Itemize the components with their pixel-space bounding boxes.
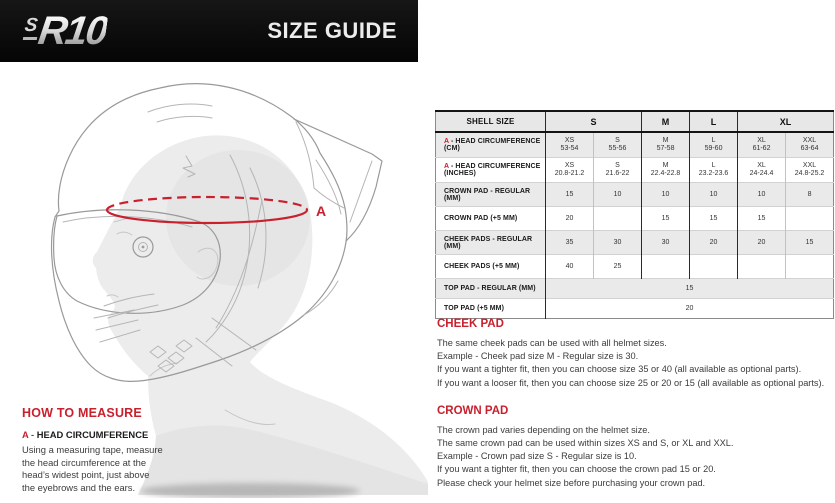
- text-line: Using a measuring tape, measure: [22, 444, 163, 455]
- table-cell: 20: [690, 231, 738, 255]
- row-label: CROWN PAD - REGULAR (MM): [436, 183, 546, 207]
- header-group-s: S: [546, 111, 642, 132]
- table-row-top-regular: [436, 279, 834, 299]
- spoiler-inner-line: [350, 161, 372, 222]
- text-line: If you want a looser fit, then you can choose size 25 or 20 or 15 (all available as optional parts).: [437, 377, 825, 388]
- text-line: the head circumference at the: [22, 456, 147, 468]
- size-table: [435, 110, 834, 319]
- table-cell: 10: [738, 183, 786, 207]
- table-cell: 10: [690, 183, 738, 207]
- table-cell: 20: [546, 207, 594, 231]
- text-line: The same cheek pads can be used with all helmet sizes.: [437, 338, 667, 348]
- table-cell: XXL 63-64: [786, 132, 834, 158]
- table-row-circumference-cm: [436, 132, 834, 158]
- header-shell-size: SHELL SIZE: [436, 111, 546, 132]
- table-cell: 35: [546, 231, 594, 255]
- table-cell: L 59-60: [690, 132, 738, 158]
- top-vent-line-2: [157, 116, 212, 122]
- table-cell: XS 20.8-21.2: [546, 158, 594, 183]
- table-cell: XXL 24.8-25.2: [786, 158, 834, 183]
- table-cell-span: 20: [546, 299, 834, 319]
- text-line: the eyebrows and the ears.: [22, 481, 136, 493]
- logo-s-glyph: S: [23, 16, 40, 40]
- sr10-logo: [21, 8, 110, 53]
- table-cell: [642, 255, 690, 279]
- table-row-cheek-regular: [436, 231, 834, 255]
- cheek-pad-section: [437, 318, 835, 390]
- table-row-circumference-inches: [436, 158, 834, 183]
- text-line: Example - Crown pad size S - Regular size is 10.: [437, 451, 637, 462]
- logo-r10-glyph: R10: [35, 8, 110, 53]
- table-cell: XL 24-24.4: [738, 158, 786, 183]
- table-cell-span: 15: [546, 279, 834, 299]
- table-cell: [690, 255, 738, 279]
- top-vent-line-1: [148, 104, 212, 112]
- visor-pivot-dot: [142, 246, 145, 249]
- table-cell: 15: [786, 231, 834, 255]
- table-row-crown-plus5: [436, 207, 834, 231]
- row-label: TOP PAD - REGULAR (MM): [436, 279, 546, 299]
- table-cell: S 21.6-22: [594, 158, 642, 183]
- table-cell: 10: [642, 183, 690, 207]
- table-row-top-plus5: [436, 299, 834, 319]
- text-line: If you want a tighter fit, then you can choose the crown pad 15 or 20.: [437, 464, 716, 475]
- header-group-xl: XL: [738, 111, 834, 132]
- row-label: CHEEK PADS (+5 MM): [436, 255, 546, 279]
- row-label: A - HEAD CIRCUMFERENCE (CM): [444, 138, 541, 152]
- table-cell: 25: [594, 255, 642, 279]
- table-cell: L 23.2-23.6: [690, 158, 738, 183]
- table-cell: 8: [786, 183, 834, 207]
- row-label: CROWN PAD (+5 MM): [436, 207, 546, 231]
- crown-pad-heading: CROWN PAD: [437, 404, 509, 417]
- row-label: CHEEK PADS - REGULAR (MM): [436, 231, 546, 255]
- table-cell: 15: [546, 183, 594, 207]
- row-label: A - HEAD CIRCUMFERENCE (INCHES): [436, 158, 546, 183]
- text-line: head’s widest point, just above: [22, 469, 150, 481]
- table-cell: S 55-56: [594, 132, 642, 158]
- table-cell: XL 61-62: [738, 132, 786, 158]
- size-table-container: [435, 110, 834, 319]
- table-cell: 20: [738, 231, 786, 255]
- row-label: TOP PAD (+5 MM): [436, 299, 546, 319]
- header-bar: [0, 0, 418, 62]
- pad-notes: [437, 318, 835, 490]
- page-title: SIZE GUIDE: [267, 18, 397, 43]
- measure-point-key: A -: [22, 429, 35, 440]
- table-cell: 15: [642, 207, 690, 231]
- table-cell: [594, 207, 642, 231]
- crown-pad-section: [437, 405, 835, 490]
- table-cell: 15: [690, 207, 738, 231]
- how-to-measure-heading: HOW TO MEASURE: [22, 406, 142, 420]
- table-row-crown-regular: [436, 183, 834, 207]
- table-cell: M 22.4-22.8: [642, 158, 690, 183]
- text-line: Please check your helmet size before purchasing your crown pad.: [437, 477, 706, 488]
- table-cell: 10: [594, 183, 642, 207]
- table-cell: [786, 255, 834, 279]
- table-cell: 15: [738, 207, 786, 231]
- text-line: The same crown pad can be used within sizes XS and S, or XL and XXL.: [437, 438, 734, 449]
- table-cell: 30: [642, 231, 690, 255]
- table-cell: 40: [546, 255, 594, 279]
- measurement-label-a: A: [316, 203, 327, 219]
- header-group-l: L: [690, 111, 738, 132]
- text-line: Example - Cheek pad size M - Regular size is 30.: [437, 351, 639, 362]
- text-line: The crown pad varies depending on the helmet size.: [437, 424, 650, 435]
- measure-point-name: HEAD CIRCUMFERENCE: [36, 429, 149, 440]
- table-cell: XS 53-54: [546, 132, 594, 158]
- table-cell: [786, 207, 834, 231]
- table-cell: M 57-58: [642, 132, 690, 158]
- how-to-measure-section: [22, 406, 212, 494]
- table-cell: [738, 255, 786, 279]
- measure-point-label: [22, 429, 212, 440]
- text-line: If you want a tighter fit, then you can choose size 35 or 40 (all available as optional parts).: [437, 364, 802, 375]
- header-group-m: M: [642, 111, 690, 132]
- table-cell: 30: [594, 231, 642, 255]
- table-row-cheek-plus5: [436, 255, 834, 279]
- table-header-row: [436, 111, 834, 132]
- cheek-pad-heading: CHEEK PAD: [437, 318, 504, 330]
